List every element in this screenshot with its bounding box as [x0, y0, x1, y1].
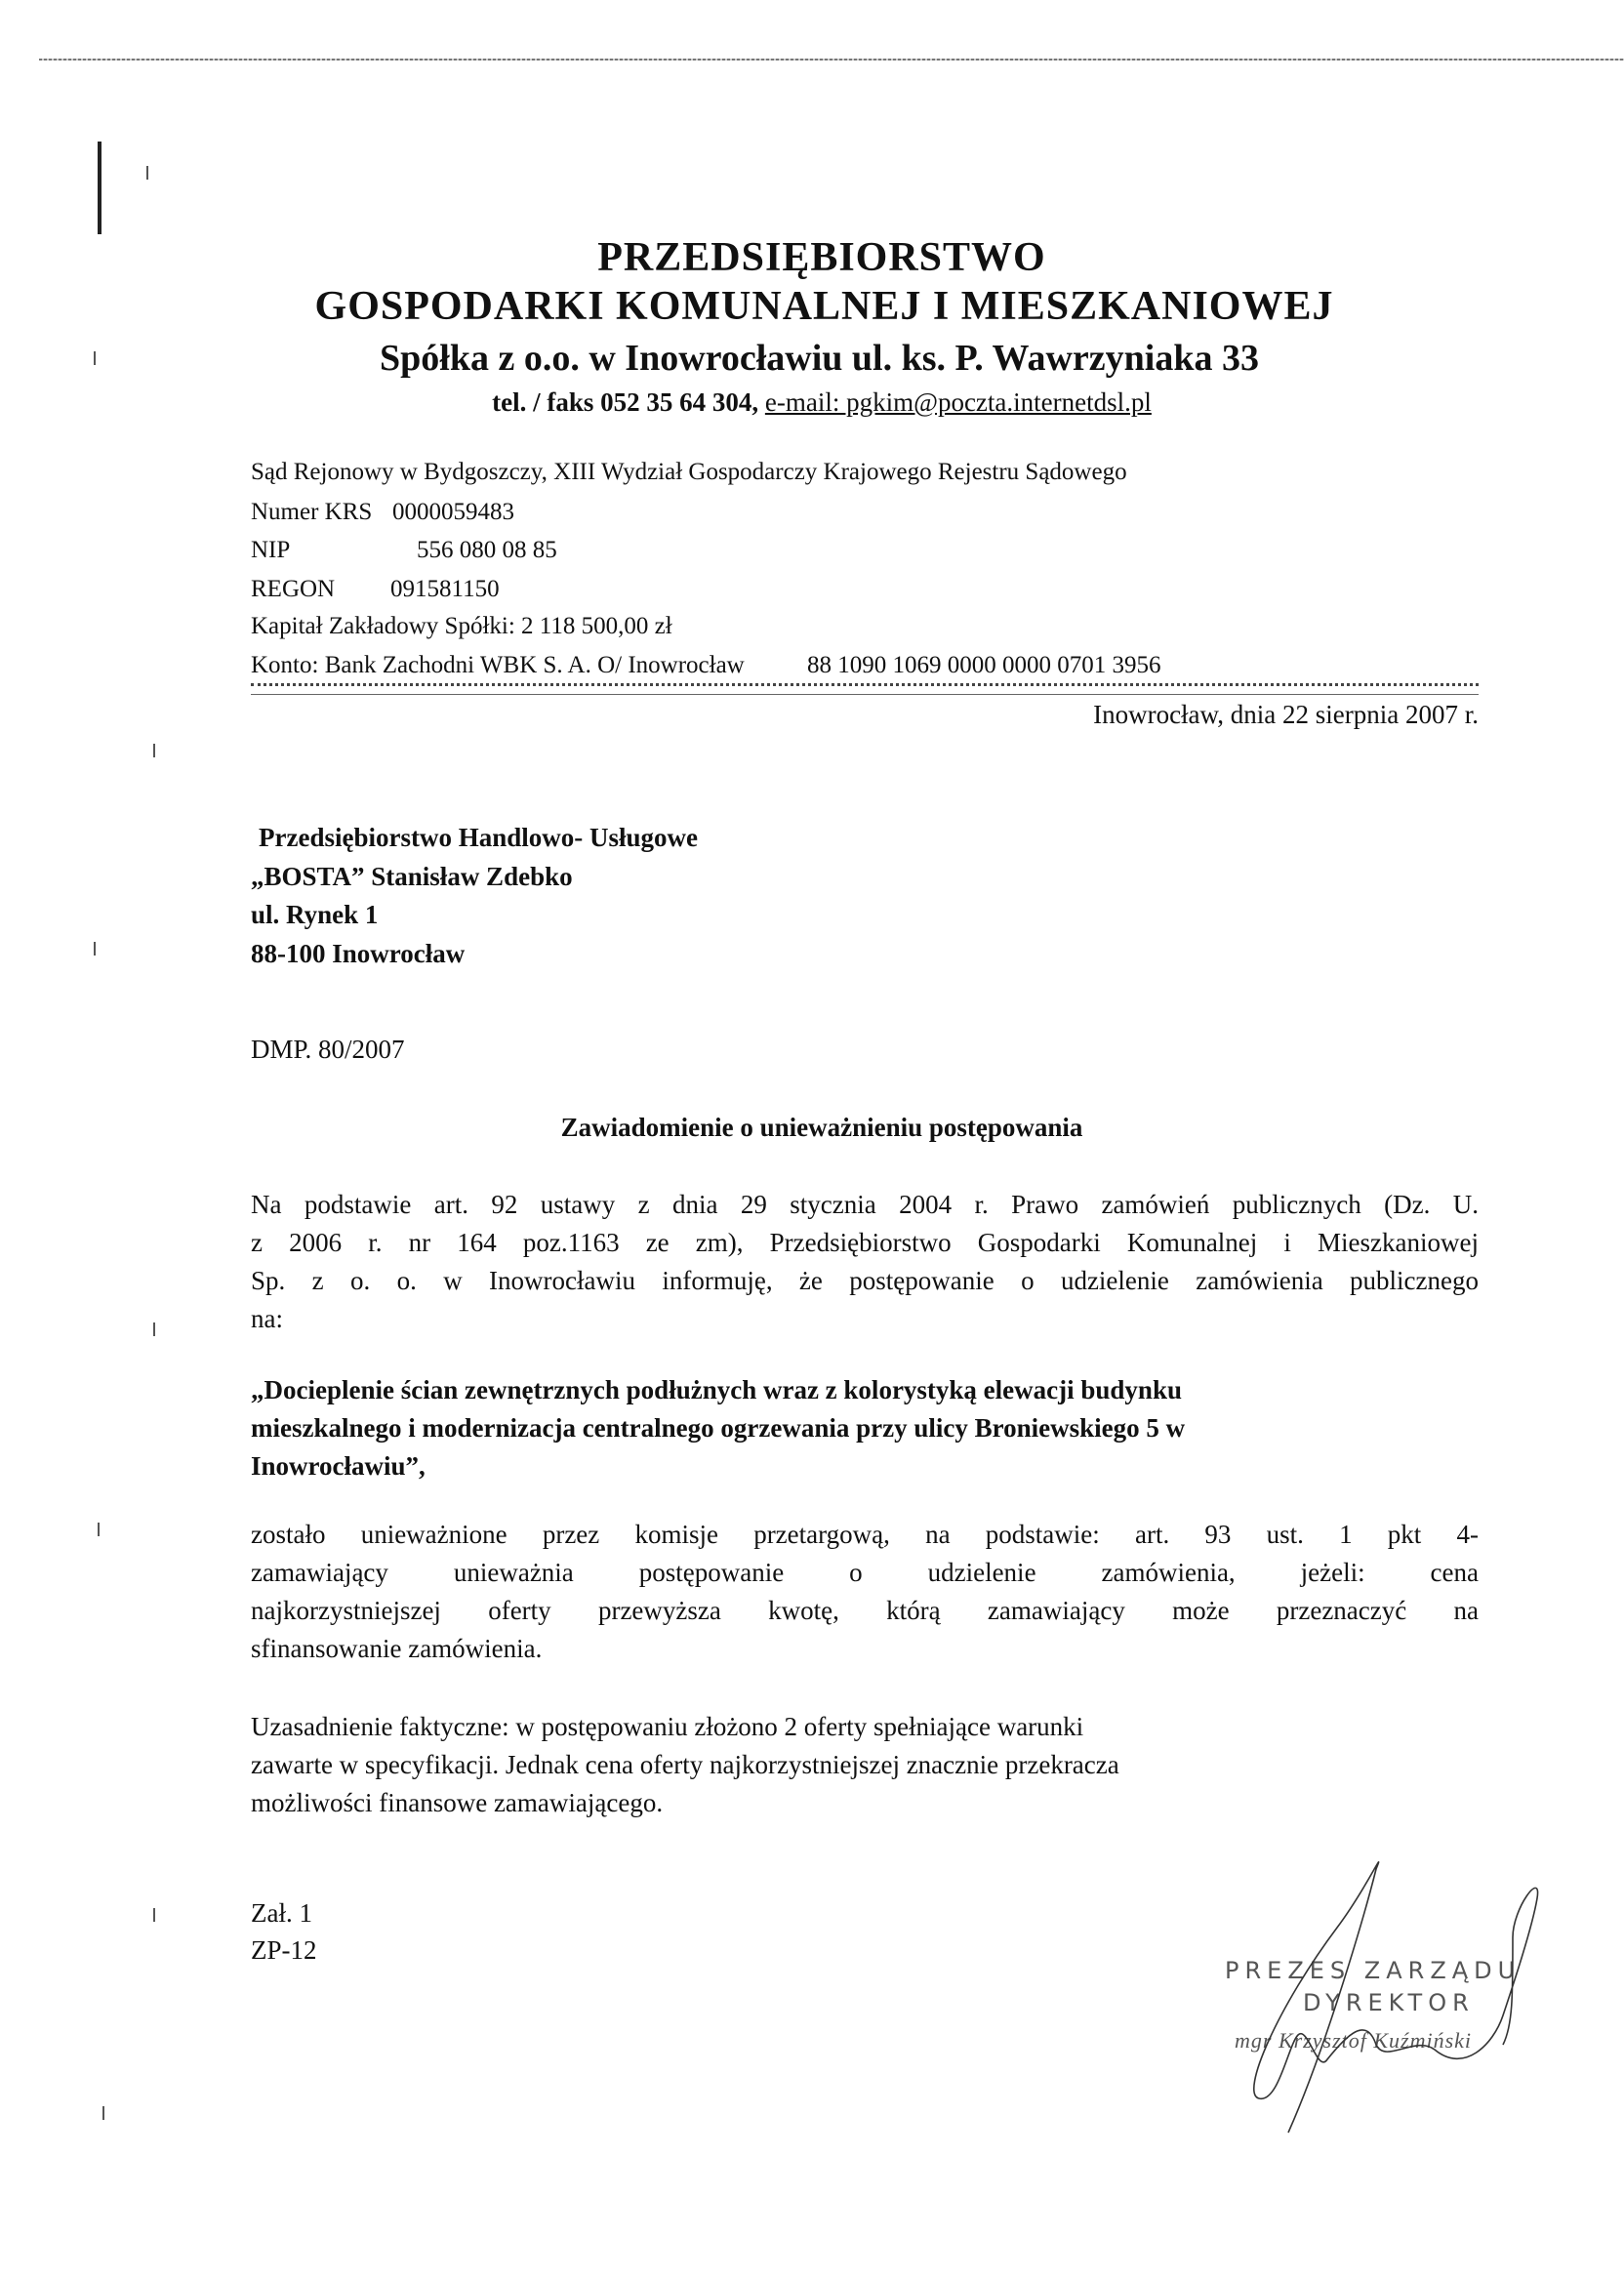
phone-fax: tel. / faks 052 35 64 304, [492, 387, 759, 417]
paragraph-line: zawarte w specyfikacji. Jednak cena oferty najkorzystniejszej znacznie przekracza [251, 1750, 1119, 1779]
project-line: Inowrocławiu”, [251, 1451, 426, 1481]
krs-value: 0000059483 [392, 499, 514, 525]
krs-row [251, 499, 514, 526]
letterhead-company-line1: PRZEDSIĘBIORSTWO [597, 235, 1046, 280]
nip-value: 556 080 08 85 [417, 537, 557, 563]
paragraph-line: najkorzystniejszej oferty przewyższa kwotę, którą zamawiający może przeznaczyć na [251, 1596, 1479, 1625]
handwritten-signature [1220, 1850, 1610, 2162]
letter-subject: Zawiadomienie o unieważnieniu postępowania [560, 1113, 1083, 1142]
letterhead-contact [0, 387, 1624, 418]
stamp-title: PREZES ZARZĄDU [1225, 1957, 1522, 1984]
krs-label: Numer KRS [251, 499, 373, 525]
header-divider [251, 683, 1479, 695]
stamp-name: mgr Krzysztof Kuźmiński [1235, 2028, 1473, 2053]
paragraph-line: sfinansowanie zamówienia. [251, 1634, 543, 1663]
regon-label: REGON [251, 576, 336, 602]
recipient-line3: ul. Rynek 1 [251, 900, 379, 929]
attachment-line1: Zał. 1 [251, 1898, 312, 1928]
share-capital: Kapitał Zakładowy Spółki: 2 118 500,00 zł [251, 613, 672, 639]
bank-account-row [251, 652, 1161, 679]
paragraph-line: zamawiający unieważnia postępowanie o udzielenie zamówienia, jeżeli: cena [251, 1558, 1479, 1587]
scan-speck [102, 2106, 104, 2120]
scan-speck [98, 1523, 100, 1536]
court-registration: Sąd Rejonowy w Bydgoszczy, XIII Wydział Gospodarczy Krajowego Rejestru Sądowego [251, 459, 1127, 485]
scan-speck [94, 942, 96, 956]
nip-label: NIP [251, 537, 291, 563]
scan-speck [153, 1322, 155, 1336]
attachment-line2: ZP-12 [251, 1935, 317, 1965]
scan-speck [146, 166, 148, 180]
letterhead-address: Spółka z o.o. w Inowrocławiu ul. ks. P. Wawrzyniaka 33 [380, 338, 1259, 379]
paragraph-line: na: [251, 1304, 283, 1333]
paragraph-line: Na podstawie art. 92 ustawy z dnia 29 stycznia 2004 r. Prawo zamówień publicznych (Dz. U. [251, 1190, 1479, 1219]
project-line: „Docieplenie ścian zewnętrznych podłużnych wraz z kolorystyką elewacji budynku [251, 1375, 1182, 1404]
recipient-line2: „BOSTA” Stanisław Zdebko [251, 862, 573, 891]
stamp-role: DYREKTOR [1303, 1989, 1475, 2016]
bank-account-number: 88 1090 1069 0000 0000 0701 3956 [807, 652, 1161, 678]
date-line: Inowrocław, dnia 22 sierpnia 2007 r. [1093, 700, 1479, 729]
paragraph-line: możliwości finansowe zamawiającego. [251, 1788, 664, 1817]
reference-number: DMP. 80/2007 [251, 1035, 405, 1064]
paragraph-line: z 2006 r. nr 164 poz.1163 ze zm), Przedsiębiorstwo Gospodarki Komunalnej i Mieszkaniowej [251, 1228, 1479, 1257]
nip-row [251, 537, 557, 564]
paragraph-justification [251, 1708, 1479, 1822]
project-title [251, 1371, 1479, 1485]
project-line: mieszkalnego i modernizacja centralnego ogrzewania przy ulicy Broniewskiego 5 w [251, 1413, 1186, 1443]
bank-account-label: Konto: Bank Zachodni WBK S. A. O/ Inowrocław [251, 652, 745, 678]
scan-speck [153, 1908, 155, 1922]
regon-value: 091581150 [390, 576, 500, 602]
regon-row [251, 576, 500, 603]
letterhead-company-line2: GOSPODARKI KOMUNALNEJ I MIESZKANIOWEJ [314, 284, 1334, 329]
scan-margin-mark [98, 142, 102, 234]
recipient-line4: 88-100 Inowrocław [251, 939, 466, 968]
paragraph-line: Sp. z o. o. w Inowrocławiu informuję, że postępowanie o udzielenie zamówienia publicznego [251, 1266, 1479, 1295]
paragraph-line: Uzasadnienie faktyczne: w postępowaniu złożono 2 oferty spełniające warunki [251, 1712, 1084, 1741]
paragraph-legal-basis [251, 1186, 1479, 1338]
paragraph-annulment [251, 1516, 1479, 1668]
scan-speck [153, 744, 155, 757]
email-link[interactable]: e-mail: pgkim@poczta.internetdsl.pl [764, 387, 1152, 417]
scan-edge-line [39, 59, 1624, 61]
recipient-line1: Przedsiębiorstwo Handlowo- Usługowe [259, 823, 698, 852]
paragraph-line: zostało unieważnione przez komisje przetargową, na podstawie: art. 93 ust. 1 pkt 4- [251, 1520, 1479, 1549]
